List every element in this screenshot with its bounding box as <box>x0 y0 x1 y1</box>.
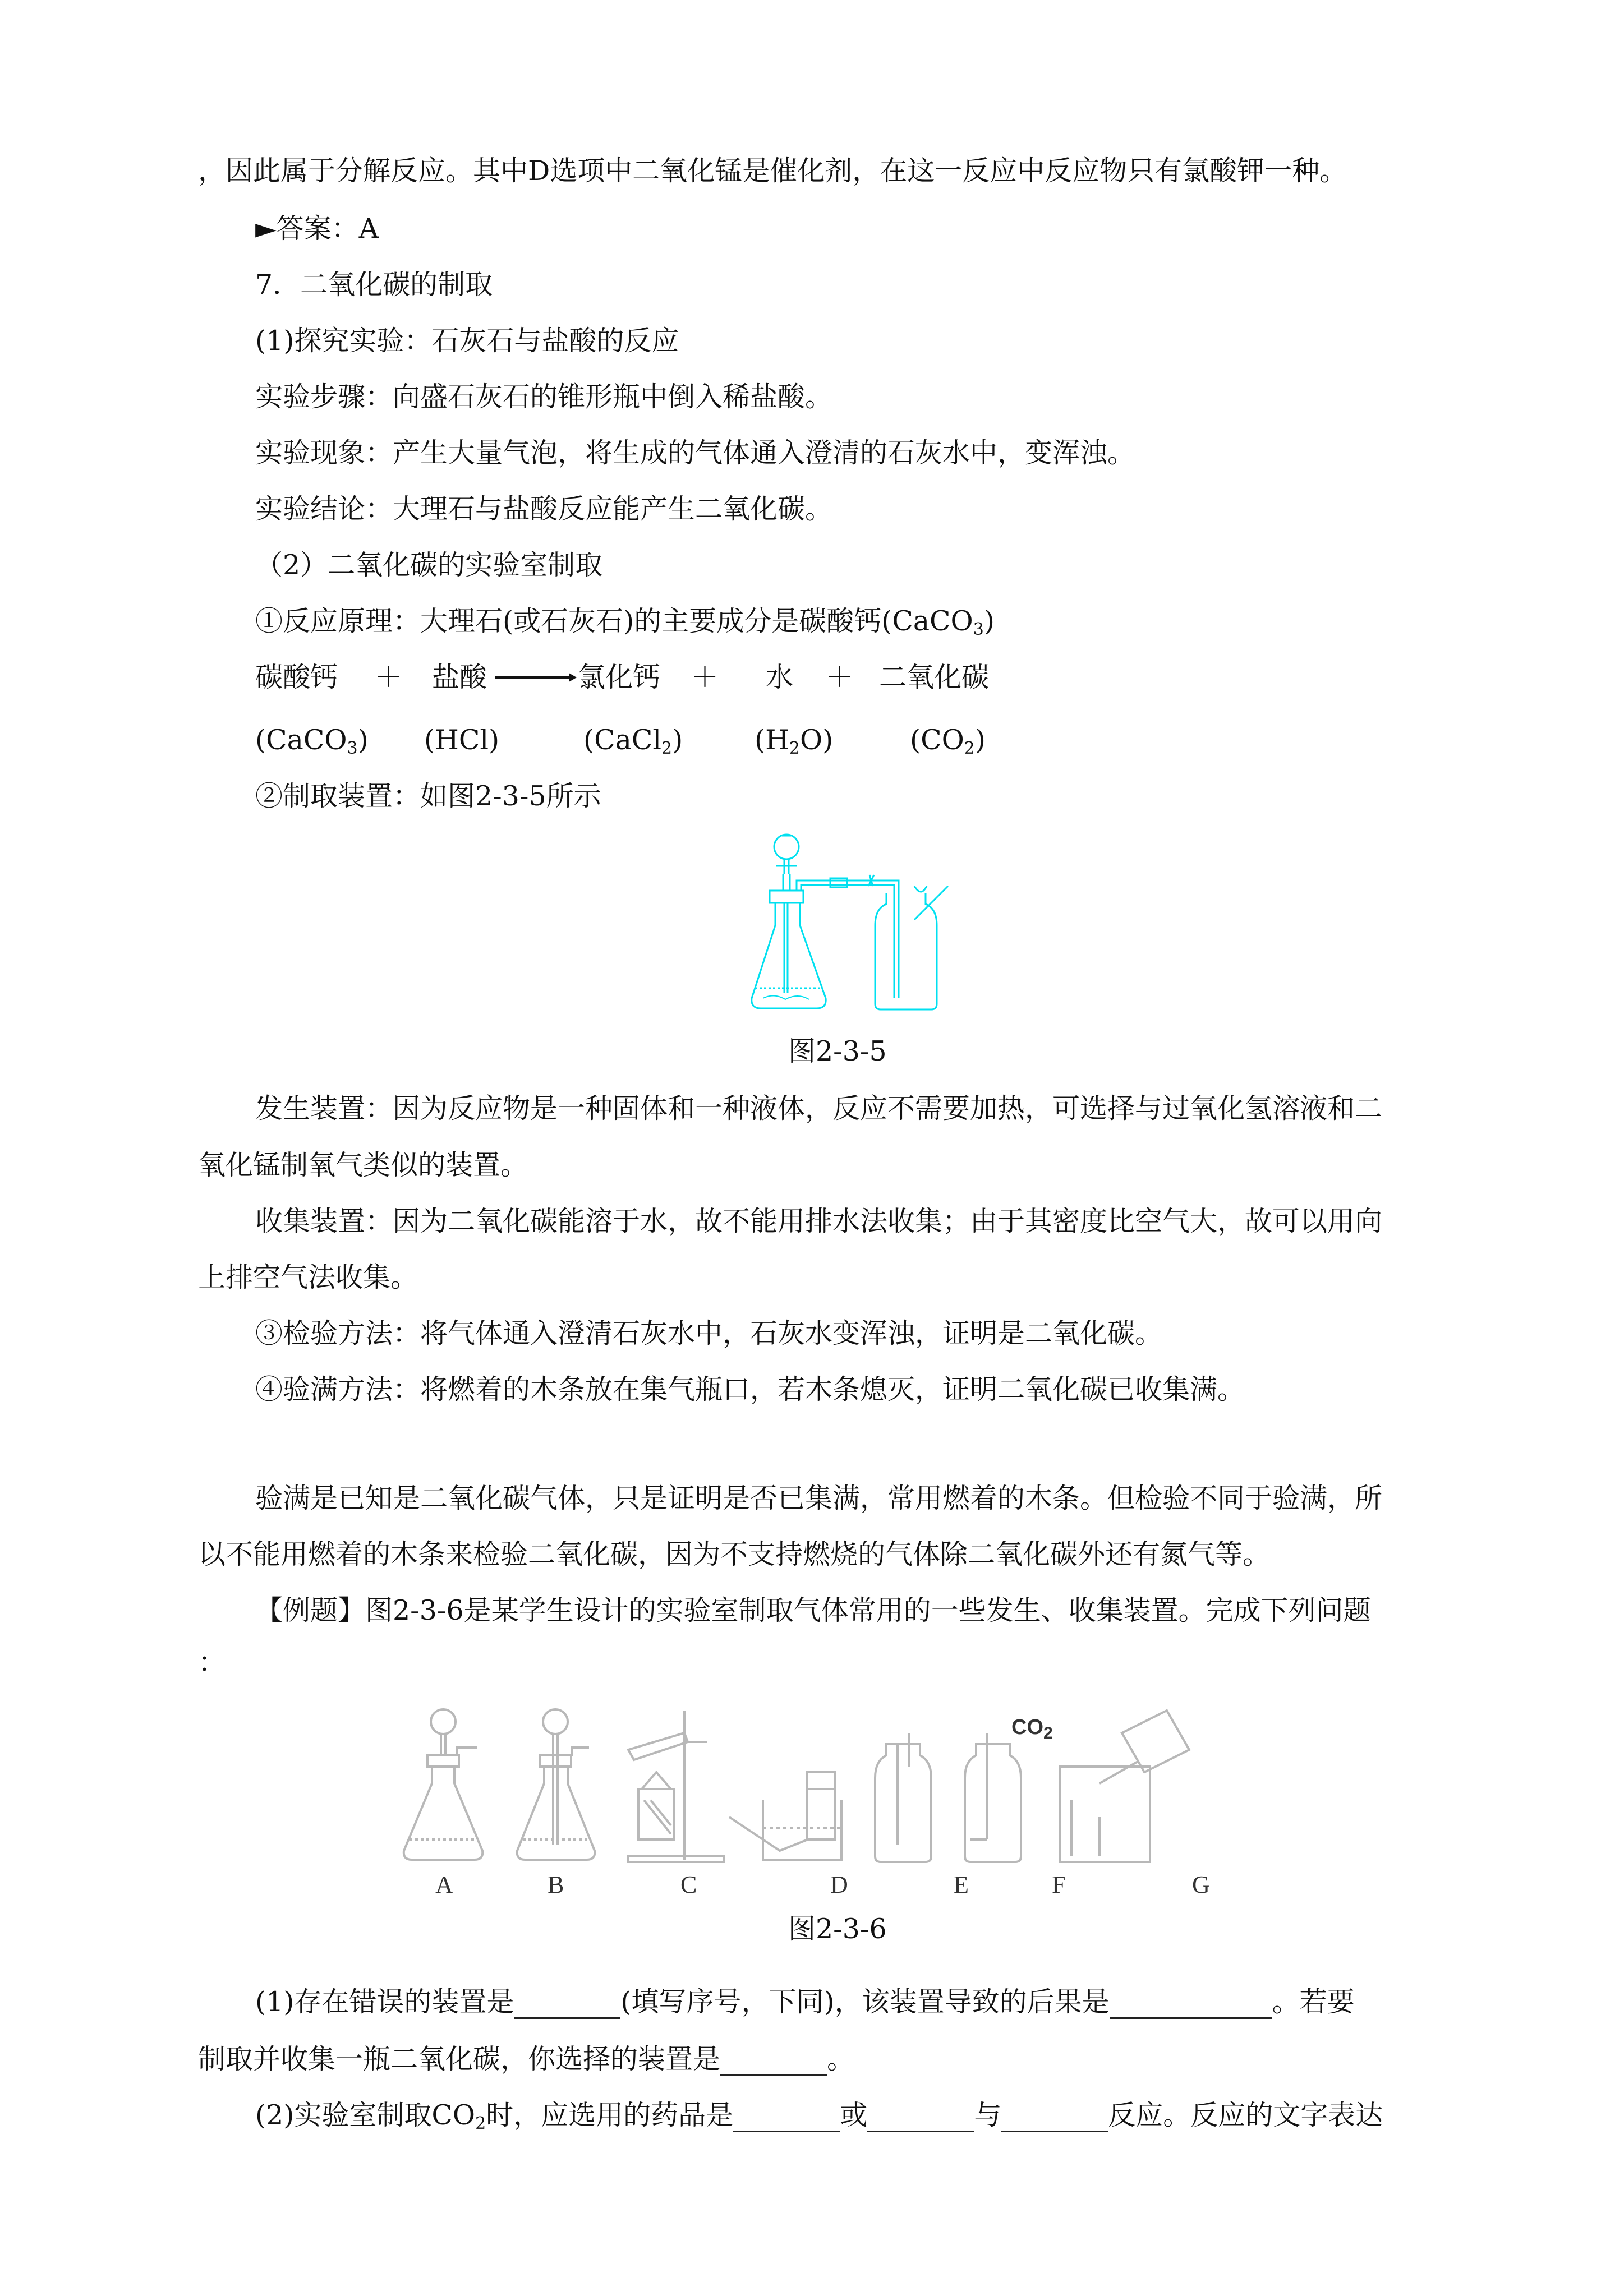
eq-plus: ＋ <box>826 661 854 693</box>
text-line: 上排空气法收集。 <box>198 1261 418 1293</box>
text-line: 以不能用燃着的木条来检验二氧化碳，因为不支持燃烧的气体除二氧化碳外还有氮气等。 <box>198 1538 1271 1570</box>
figure-label: E <box>954 1871 969 1898</box>
eq-name: 氯化钙 <box>578 661 661 693</box>
subsection-heading: （2）二氧化碳的实验室制取 <box>255 549 603 581</box>
text-line: ③检验方法：将气体通入澄清石灰水中，石灰水变浑浊，证明是二氧化碳。 <box>255 1317 1163 1349</box>
eq-name: 水 <box>766 661 794 693</box>
figure-label: C <box>680 1871 697 1898</box>
eq-name: 碳酸钙 <box>255 661 338 693</box>
answer-blank[interactable] <box>867 2104 974 2132</box>
example-heading: 【例题】图2-3-6是某学生设计的实验室制取气体常用的一些发生、收集装置。完成下列问题 <box>255 1594 1371 1626</box>
figure-label: A <box>435 1871 453 1898</box>
question-line: (1)存在错误的装置是 (填写序号，下同)，该装置导致的后果是 。若要 <box>255 1986 1355 2018</box>
answer-blank[interactable] <box>1110 1990 1272 2019</box>
eq-formula: (HCl) <box>424 724 500 756</box>
text-line: ①反应原理：大理石(或石灰石)的主要成分是碳酸钙(CaCO$_3$) <box>255 605 995 639</box>
text-line: 发生装置：因为反应物是一种固体和一种液体，反应不需要加热，可选择与过氧化氢溶液和二 <box>255 1092 1383 1124</box>
text-line: ④验满方法：将燃着的木条放在集气瓶口，若木条熄灭，证明二氧化碳已收集满。 <box>255 1373 1245 1405</box>
figure-caption: 图2-3-6 <box>788 1913 887 1945</box>
figure-labels <box>0 1870 1624 1904</box>
text-line: 实验步骤：向盛石灰石的锥形瓶中倒入稀盐酸。 <box>255 381 833 413</box>
text-line: 实验现象：产生大量气泡，将生成的气体通入澄清的石灰水中，变浑浊。 <box>255 437 1135 469</box>
figure-label: F <box>1052 1871 1066 1898</box>
text-line: 验满是已知是二氧化碳气体，只是证明是否已集满，常用燃着的木条。但检验不同于验满，所 <box>255 1482 1383 1514</box>
answer-blank[interactable] <box>733 2104 840 2132</box>
figure-label: B <box>548 1871 564 1898</box>
figure-label: G <box>1192 1871 1210 1898</box>
eq-plus: ＋ <box>375 661 403 693</box>
eq-plus: ＋ <box>691 661 719 693</box>
figure-label: D <box>830 1871 848 1898</box>
eq-name: 盐酸 <box>432 661 487 693</box>
answer-blank[interactable] <box>720 2048 827 2076</box>
text-line: ②制取装置：如图2-3-5所示 <box>255 780 601 812</box>
text-line: ： <box>198 1647 226 1679</box>
word-equation <box>0 661 1624 694</box>
text-line: 氧化锰制氧气类似的装置。 <box>198 1149 528 1181</box>
text-line: 实验结论：大理石与盐酸反应能产生二氧化碳。 <box>255 493 833 525</box>
equation-formulas <box>0 723 1624 757</box>
eq-formula: (CaCO$_3$) <box>255 724 369 758</box>
section-heading: 7．二氧化碳的制取 <box>255 269 493 301</box>
subsection-heading: (1)探究实验：石灰石与盐酸的反应 <box>255 325 679 357</box>
text-line: ，因此属于分解反应。其中D选项中二氧化锰是催化剂，在这一反应中反应物只有氯酸钾一种。 <box>198 155 1347 187</box>
eq-name: 二氧化碳 <box>879 661 990 693</box>
answer-blank[interactable] <box>1001 2104 1108 2132</box>
answer-blank[interactable] <box>514 1990 620 2019</box>
figure-caption: 图2-3-5 <box>788 1035 887 1067</box>
eq-formula: (CaCl$_2$) <box>583 724 683 758</box>
answer-line: ►答案：A <box>255 213 379 245</box>
text-line: 收集装置：因为二氧化碳能溶于水，故不能用排水法收集；由于其密度比空气大，故可以用向 <box>255 1205 1383 1237</box>
eq-formula: $(H_2O)$ <box>755 724 834 758</box>
question-line: (2)实验室制取$CO_2$时，应选用的药品是 或 与 反应。反应的文字表达 <box>255 2099 1383 2133</box>
co2-apparatus-figure <box>746 830 959 1021</box>
question-line: 制取并收集一瓶二氧化碳，你选择的装置是 。 <box>198 2043 855 2075</box>
co2-label: $CO_2$ <box>1011 1716 1053 1742</box>
arrow-icon <box>494 671 578 684</box>
eq-formula: $(CO_2)$ <box>910 724 986 758</box>
